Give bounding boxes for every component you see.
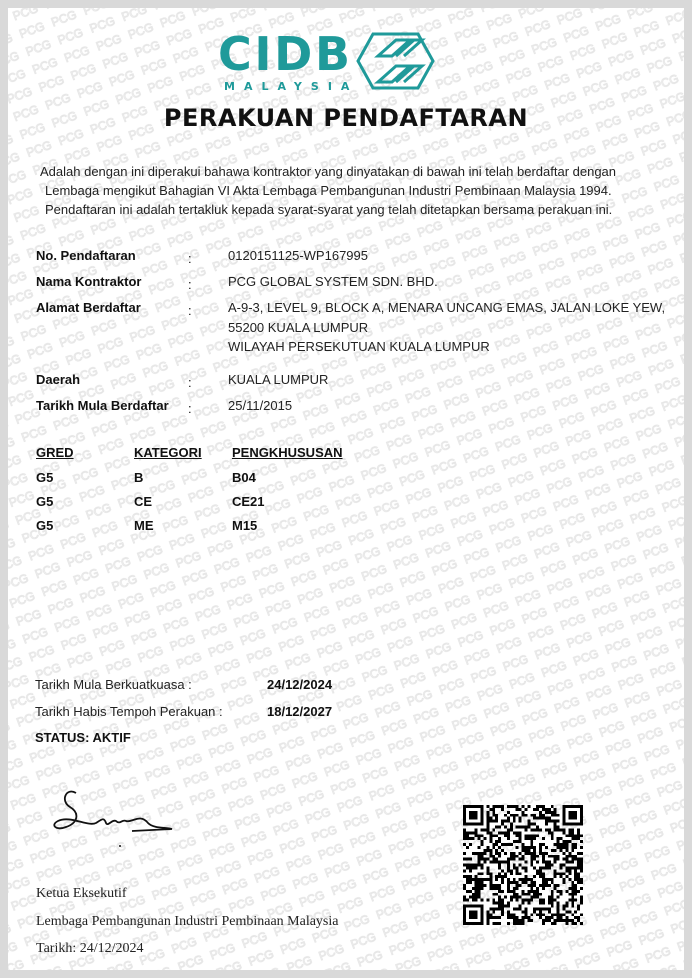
field-colon: : [188, 375, 192, 390]
signatory-position: Ketua Eksekutif [36, 886, 127, 901]
field-colon: : [188, 303, 192, 318]
start-date-label: Tarikh Mula Berkuatkuasa : [35, 677, 192, 692]
field-colon: : [188, 251, 192, 266]
grade-cell: G5 [36, 494, 54, 509]
signature [48, 783, 178, 853]
svg-text:MALAYSIA: MALAYSIA [224, 80, 359, 93]
cidb-logo [218, 26, 438, 96]
certificate-page [8, 8, 684, 970]
grade-cell: ME [134, 518, 154, 533]
qr-code [463, 805, 583, 925]
intro-line: Pendaftaran ini adalah tertakluk kepada syarat-syarat yang telah ditetapkan bersama perakuan ini. [45, 202, 613, 217]
grade-column-header: KATEGORI [134, 445, 202, 460]
status-badge: STATUS: AKTIF [35, 730, 131, 745]
field-colon: : [188, 401, 192, 416]
grade-column-header: GRED [36, 445, 74, 460]
grade-column-header: PENGKHUSUSAN [232, 445, 343, 460]
grade-cell: CE [134, 494, 153, 509]
grade-cell: M15 [232, 518, 258, 533]
grade-cell: B [134, 470, 144, 485]
intro-line: Adalah dengan ini diperakui bahawa kontraktor yang dinyatakan di bawah ini telah berdaftar dengan [40, 164, 617, 179]
grade-cell: G5 [36, 518, 54, 533]
field-value: 25/11/2015 [228, 398, 293, 413]
grade-cell: CE21 [232, 494, 265, 509]
start-date-value: 24/12/2024 [267, 677, 333, 692]
field-label: Nama Kontraktor [36, 274, 142, 289]
field-value: A-9-3, LEVEL 9, BLOCK A, MENARA UNCANG EMAS, JALAN LOKE YEW, [228, 300, 666, 315]
field-label: Daerah [36, 372, 81, 387]
field-colon: : [188, 277, 192, 292]
field-label: No. Pendaftaran [36, 248, 136, 263]
field-label: Tarikh Mula Berdaftar [36, 398, 169, 413]
grade-cell: B04 [232, 470, 256, 485]
field-value: 0120151125-WP167995 [228, 248, 368, 263]
field-value: PCG GLOBAL SYSTEM SDN. BHD. [228, 274, 438, 289]
field-value: 55200 KUALA LUMPUR [228, 319, 369, 335]
field-value: KUALA LUMPUR [228, 372, 329, 387]
issue-date: Tarikh: 24/12/2024 [36, 941, 144, 956]
end-date-value: 18/12/2027 [267, 704, 333, 719]
page-title: PERAKUAN PENDAFTARAN [163, 104, 529, 132]
grade-cell: G5 [36, 470, 54, 485]
field-value: WILAYAH PERSEKUTUAN KUALA LUMPUR [228, 339, 490, 354]
field-label: Alamat Berdaftar [36, 300, 141, 315]
end-date-label: Tarikh Habis Tempoh Perakuan : [35, 704, 223, 719]
intro-line: Lembaga mengikut Bahagian VI Akta Lembaga Pembangunan Industri Pembinaan Malaysia 1994. [45, 183, 612, 198]
svg-text:CIDB: CIDB [218, 27, 350, 81]
organization-name: Lembaga Pembangunan Industri Pembinaan Malaysia [36, 914, 339, 929]
